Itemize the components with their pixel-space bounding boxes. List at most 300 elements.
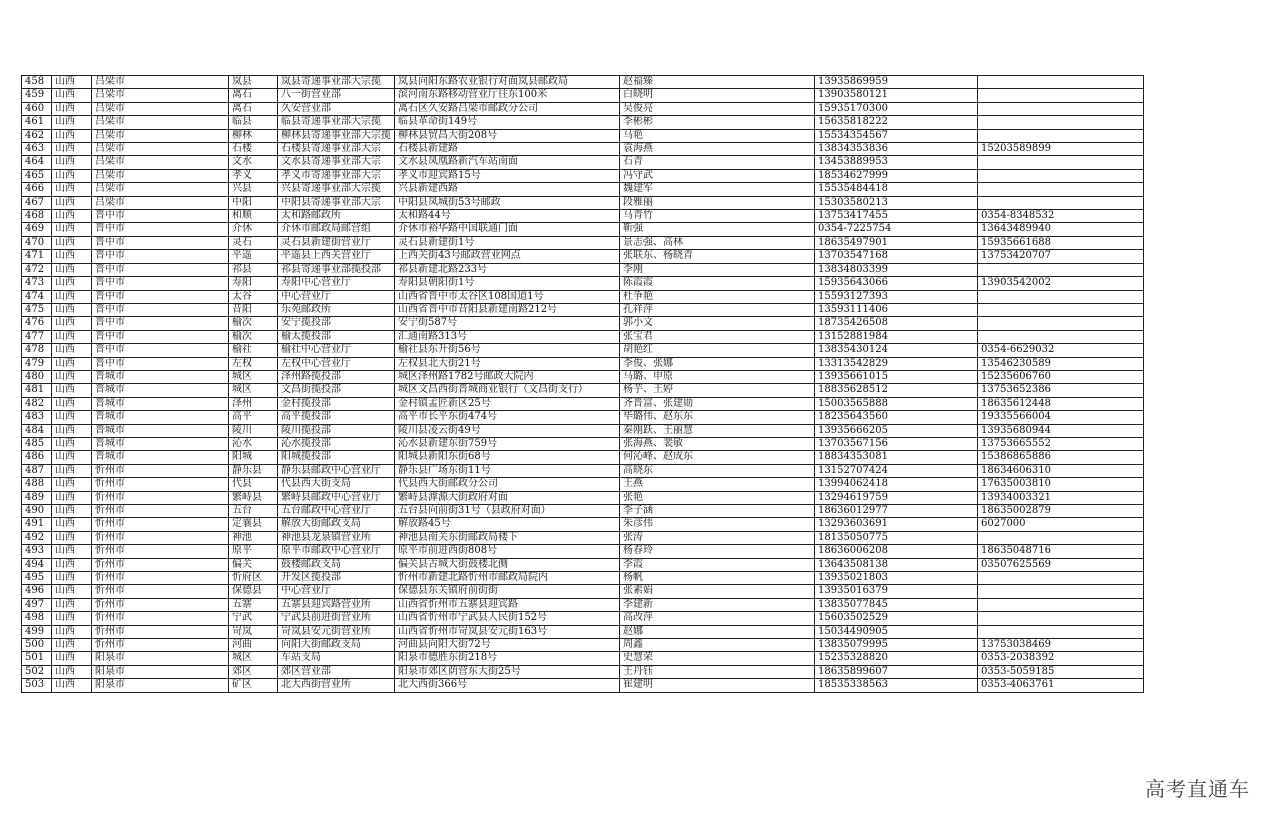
table-cell: 山西省忻州市五寨县迎宾路 (395, 598, 620, 611)
table-cell: 474 (22, 290, 52, 303)
table-cell: 文水县凤凰路新汽车站南面 (395, 156, 620, 169)
table-cell: 0354-6629032 (978, 344, 1144, 357)
table-cell: 山西 (52, 303, 92, 316)
table-cell: 金村镇孟匠新区25号 (395, 397, 620, 410)
table-cell: 秦刚跃、王丽慧 (620, 424, 815, 437)
table-cell: 赵娜 (620, 625, 815, 638)
table-cell (978, 598, 1144, 611)
table-cell: 465 (22, 169, 52, 182)
table-cell: 山西 (52, 478, 92, 491)
table-cell: 阳泉市德胜东街218号 (395, 652, 620, 665)
table-cell: 473 (22, 277, 52, 290)
table-cell: 466 (22, 183, 52, 196)
table-cell: 忻州市 (92, 464, 229, 477)
table-cell: 安宁街587号 (395, 317, 620, 330)
table-cell (978, 102, 1144, 115)
table-row (22, 464, 1144, 477)
table-cell: 山西 (52, 558, 92, 571)
table-cell: 滨河南东路移动营业厅往东100米 (395, 89, 620, 102)
table-cell: 文水 (229, 156, 278, 169)
table-cell: 13994062418 (815, 478, 978, 491)
table-cell: 祁县新建北路233号 (395, 263, 620, 276)
table-cell: 原平市前进西街808号 (395, 545, 620, 558)
table-cell: 张涛 (620, 531, 815, 544)
table-cell: 五台 (229, 505, 278, 518)
table-cell: 榆太揽投部 (278, 330, 395, 343)
table-cell: 485 (22, 437, 52, 450)
table-cell: 李刚 (620, 263, 815, 276)
table-row (22, 156, 1144, 169)
table-cell: 马璐、申原 (620, 370, 815, 383)
table-cell: 晋城市 (92, 437, 229, 450)
table-cell: 山西 (52, 585, 92, 598)
table-cell: 宁武 (229, 612, 278, 625)
table-cell: 兴县寄递事业部大宗揽 (278, 183, 395, 196)
table-cell: 八一街营业部 (278, 89, 395, 102)
table-cell: 五寨县迎宾路营业所 (278, 598, 395, 611)
table-cell: 山西 (52, 330, 92, 343)
table-cell: 吕梁市 (92, 129, 229, 142)
table-cell: 山西 (52, 464, 92, 477)
table-cell: 陵川县凌云街49号 (395, 424, 620, 437)
table-cell (978, 317, 1144, 330)
table-row (22, 545, 1144, 558)
table-cell: 18735426508 (815, 317, 978, 330)
table-cell: 487 (22, 464, 52, 477)
table-cell: 忻州市 (92, 585, 229, 598)
table-cell: 15235606760 (978, 370, 1144, 383)
table-cell: 494 (22, 558, 52, 571)
table-cell: 李俊、张娜 (620, 357, 815, 370)
table-row (22, 210, 1144, 223)
table-cell: 张宝君 (620, 330, 815, 343)
table-cell: 忻州市 (92, 558, 229, 571)
table-cell: 吕梁市 (92, 196, 229, 209)
table-row (22, 665, 1144, 678)
table-cell: 离石 (229, 89, 278, 102)
table-cell: 兴县 (229, 183, 278, 196)
table-cell: 13835077845 (815, 598, 978, 611)
table-cell: 忻州市新建北路忻州市邮政局院内 (395, 572, 620, 585)
table-cell: 15935170300 (815, 102, 978, 115)
table-cell: 13834353836 (815, 143, 978, 156)
table-cell: 18636006208 (815, 545, 978, 558)
table-cell: 18135050775 (815, 531, 978, 544)
table-cell (978, 585, 1144, 598)
table-row (22, 531, 1144, 544)
table-row (22, 89, 1144, 102)
table-cell: 阳泉市 (92, 679, 229, 692)
table-cell: 晋中市 (92, 303, 229, 316)
table-cell: 晋中市 (92, 250, 229, 263)
table-row (22, 317, 1144, 330)
table-cell: 景志强、高林 (620, 236, 815, 249)
table-cell (978, 612, 1144, 625)
table-row (22, 143, 1144, 156)
table-cell: 山西 (52, 437, 92, 450)
table-cell: 中心营业厅 (278, 585, 395, 598)
table-cell: 河曲县向阳大街72号 (395, 639, 620, 652)
table-cell: 矿区 (229, 679, 278, 692)
table-cell: 503 (22, 679, 52, 692)
table-cell: 泽州路揽投部 (278, 370, 395, 383)
table-cell: 鼓楼邮政支局 (278, 558, 395, 571)
table-cell: 孝义市寄递事业部大宗 (278, 169, 395, 182)
table-cell: 忻州市 (92, 639, 229, 652)
table-cell: 481 (22, 384, 52, 397)
table-cell: 0354-7225754 (815, 223, 978, 236)
table-cell: 500 (22, 639, 52, 652)
table-cell: 五台县向前街31号（县政府对面） (395, 505, 620, 518)
table-cell: 介休 (229, 223, 278, 236)
table-cell: 15235328820 (815, 652, 978, 665)
table-row (22, 330, 1144, 343)
table-cell: 城区 (229, 370, 278, 383)
table-cell: 吕梁市 (92, 116, 229, 129)
table-cell: 寿阳中心营业厅 (278, 277, 395, 290)
table-cell: 张联东、杨晓青 (620, 250, 815, 263)
table-cell: 山西 (52, 116, 92, 129)
table-cell: 13703567156 (815, 437, 978, 450)
table-cell: 471 (22, 250, 52, 263)
table-cell: 齐晋富、张建勋 (620, 397, 815, 410)
table-cell: 山西 (52, 102, 92, 115)
table-cell: 15303580213 (815, 196, 978, 209)
table-cell: 0353-5059185 (978, 665, 1144, 678)
table-cell: 杨帆 (620, 572, 815, 585)
table-cell: 6027000 (978, 518, 1144, 531)
table-cell: 兴县新建西路 (395, 183, 620, 196)
table-cell: 史慧荣 (620, 652, 815, 665)
table-cell: 北大西街366号 (395, 679, 620, 692)
table-cell: 榆次 (229, 317, 278, 330)
table-cell: 山西 (52, 572, 92, 585)
table-cell: 18636012977 (815, 505, 978, 518)
table-cell: 13152707424 (815, 464, 978, 477)
table-cell: 15593127393 (815, 290, 978, 303)
table-cell: 晋城市 (92, 370, 229, 383)
table-cell (978, 625, 1144, 638)
table-cell: 18635048716 (978, 545, 1144, 558)
table-cell: 安宁揽投部 (278, 317, 395, 330)
table-cell: 忻州市 (92, 612, 229, 625)
table-row (22, 76, 1144, 89)
table-row (22, 357, 1144, 370)
table-cell: 吕梁市 (92, 156, 229, 169)
table-cell: 吕梁市 (92, 102, 229, 115)
table-cell (978, 290, 1144, 303)
table-cell: 久安营业部 (278, 102, 395, 115)
table-cell: 山西 (52, 236, 92, 249)
table-cell: 神池 (229, 531, 278, 544)
table-cell: 486 (22, 451, 52, 464)
table-cell: 488 (22, 478, 52, 491)
table-cell: 冯守武 (620, 169, 815, 182)
table-cell: 476 (22, 317, 52, 330)
table-cell: 高平 (229, 411, 278, 424)
table-cell: 赵福臻 (620, 76, 815, 89)
table-cell: 岢岚 (229, 625, 278, 638)
table-cell: 崔建明 (620, 679, 815, 692)
table-cell: 沁水 (229, 437, 278, 450)
table-cell: 13753420707 (978, 250, 1144, 263)
table-cell: 山西 (52, 545, 92, 558)
table-cell: 晋中市 (92, 236, 229, 249)
table-cell: 王丹钰 (620, 665, 815, 678)
table-cell: 马艳 (620, 129, 815, 142)
table-row (22, 652, 1144, 665)
table-cell: 13903542002 (978, 277, 1144, 290)
table-row (22, 277, 1144, 290)
table-cell: 原平 (229, 545, 278, 558)
table-cell: 13903580121 (815, 89, 978, 102)
table-cell: 13313542829 (815, 357, 978, 370)
table-cell: 495 (22, 572, 52, 585)
table-cell: 孝义 (229, 169, 278, 182)
table-cell: 高晓东 (620, 464, 815, 477)
table-cell: 周鑫 (620, 639, 815, 652)
table-cell: 柳林县贸昌大街208号 (395, 129, 620, 142)
table-cell: 五寨 (229, 598, 278, 611)
table-cell: 469 (22, 223, 52, 236)
table-cell: 13835079995 (815, 639, 978, 652)
table-cell: 北大西街营业所 (278, 679, 395, 692)
table-row (22, 344, 1144, 357)
table-cell: 山西 (52, 250, 92, 263)
table-cell: 晋中市 (92, 263, 229, 276)
table-cell: 保德县 (229, 585, 278, 598)
table-row (22, 639, 1144, 652)
table-cell: 城区 (229, 384, 278, 397)
table-row (22, 505, 1144, 518)
table-cell: 502 (22, 665, 52, 678)
table-cell: 山西 (52, 223, 92, 236)
table-row (22, 572, 1144, 585)
table-cell: 忻州市 (92, 491, 229, 504)
table-cell: 忻州市 (92, 572, 229, 585)
table-cell: 18835628512 (815, 384, 978, 397)
table-cell: 榆社 (229, 344, 278, 357)
table-cell: 晋中市 (92, 330, 229, 343)
table-cell: 475 (22, 303, 52, 316)
table-cell: 山西 (52, 531, 92, 544)
table-cell: 忻州市 (92, 545, 229, 558)
table-cell: 山西 (52, 518, 92, 531)
table-cell: 464 (22, 156, 52, 169)
table-cell: 汇通南路313号 (395, 330, 620, 343)
table-cell: 460 (22, 102, 52, 115)
table-cell: 车站支局 (278, 652, 395, 665)
table-cell: 472 (22, 263, 52, 276)
table-cell: 15603502529 (815, 612, 978, 625)
table-cell: 忻州市 (92, 531, 229, 544)
table-cell: 张素娟 (620, 585, 815, 598)
table-cell: 李彬彬 (620, 116, 815, 129)
table-row (22, 451, 1144, 464)
table-cell: 静乐县 (229, 464, 278, 477)
table-cell: 山西 (52, 397, 92, 410)
table-cell: 山西 (52, 183, 92, 196)
table-cell: 沁水揽投部 (278, 437, 395, 450)
table-cell: 18535338563 (815, 679, 978, 692)
table-cell: 阳泉市 (92, 665, 229, 678)
table-cell: 岚县向阳东路农业银行对面岚县邮政局 (395, 76, 620, 89)
table-cell: 13753417455 (815, 210, 978, 223)
table-row (22, 598, 1144, 611)
table-cell: 491 (22, 518, 52, 531)
table-cell: 神池县南关东街邮政局楼下 (395, 531, 620, 544)
table-cell: 石楼 (229, 143, 278, 156)
table-cell: 0354-8348532 (978, 210, 1144, 223)
table-cell: 高平揽投部 (278, 411, 395, 424)
table-cell: 496 (22, 585, 52, 598)
table-cell: 晋城市 (92, 424, 229, 437)
table-cell: 山西 (52, 317, 92, 330)
table-cell (978, 572, 1144, 585)
table-cell: 忻州市 (92, 598, 229, 611)
table-cell: 何沁峰、赵成东 (620, 451, 815, 464)
table-row (22, 491, 1144, 504)
watermark-text: 高考直通车 (1145, 777, 1250, 801)
table-cell: 山西 (52, 89, 92, 102)
table-cell: 461 (22, 116, 52, 129)
table-cell (978, 129, 1144, 142)
table-body (22, 76, 1144, 693)
table-cell: 15535484418 (815, 183, 978, 196)
table-cell: 城区泽州路1782号邮政大院内 (395, 370, 620, 383)
table-cell: 泽州 (229, 397, 278, 410)
table-row (22, 236, 1144, 249)
table-cell: 459 (22, 89, 52, 102)
table-cell: 晋城市 (92, 397, 229, 410)
table-cell: 阳泉市郊区荫营东大街25号 (395, 665, 620, 678)
table-cell: 吕梁市 (92, 76, 229, 89)
table-row (22, 478, 1144, 491)
table-cell: 490 (22, 505, 52, 518)
table-cell: 吕梁市 (92, 143, 229, 156)
table-cell: 13935869959 (815, 76, 978, 89)
table-cell: 山西 (52, 384, 92, 397)
table-row (22, 223, 1144, 236)
table-cell: 中心营业厅 (278, 290, 395, 303)
table-cell: 17635003810 (978, 478, 1144, 491)
table-cell: 金村揽投部 (278, 397, 395, 410)
table-cell: 神池县龙泉镇营业所 (278, 531, 395, 544)
table-cell: 柳林 (229, 129, 278, 142)
table-cell: 灵石县新建街1号 (395, 236, 620, 249)
table-cell: 祁县 (229, 263, 278, 276)
table-cell: 山西 (52, 277, 92, 290)
table-cell: 18635899607 (815, 665, 978, 678)
table-cell: 山西 (52, 196, 92, 209)
table-cell: 榆次 (229, 330, 278, 343)
table-cell: 晋城市 (92, 451, 229, 464)
table-cell: 李霞 (620, 558, 815, 571)
table-cell: 寿阳县朝阳街1号 (395, 277, 620, 290)
table-cell (978, 169, 1144, 182)
table-cell: 山西 (52, 156, 92, 169)
table-cell: 13152881984 (815, 330, 978, 343)
table-cell: 柳林县寄递事业部大宗揽 (278, 129, 395, 142)
table-cell: 晋城市 (92, 384, 229, 397)
table-cell: 山西 (52, 169, 92, 182)
table-cell: 昔阳 (229, 303, 278, 316)
table-row (22, 384, 1144, 397)
table-cell: 阳城 (229, 451, 278, 464)
table-cell: 吕梁市 (92, 169, 229, 182)
table-cell: 临县寄递事业部大宗揽 (278, 116, 395, 129)
table-row (22, 585, 1144, 598)
table-cell: 陈霞霞 (620, 277, 815, 290)
table-cell: 山西 (52, 505, 92, 518)
table-cell: 13835430124 (815, 344, 978, 357)
table-cell: 代县西大街邮政分公司 (395, 478, 620, 491)
table-cell: 乐苑邮政所 (278, 303, 395, 316)
table-cell: 河曲 (229, 639, 278, 652)
table-cell: 马青竹 (620, 210, 815, 223)
table-cell: 定襄县 (229, 518, 278, 531)
table-cell: 晋中市 (92, 290, 229, 303)
table-cell: 太和路邮政所 (278, 210, 395, 223)
table-cell: 山西 (52, 370, 92, 383)
table-cell: 静乐县广场东街11号 (395, 464, 620, 477)
table-cell: 忻府区 (229, 572, 278, 585)
table-cell: 484 (22, 424, 52, 437)
table-row (22, 397, 1144, 410)
table-row (22, 612, 1144, 625)
table-row (22, 518, 1144, 531)
table-cell: 岚县寄递事业部大宗揽 (278, 76, 395, 89)
table-row (22, 437, 1144, 450)
table-cell (978, 531, 1144, 544)
table-row (22, 116, 1144, 129)
table-row (22, 263, 1144, 276)
table-cell: 高平市长平东街474号 (395, 411, 620, 424)
table-cell: 山西 (52, 491, 92, 504)
table-cell: 阳城县新阳东街68号 (395, 451, 620, 464)
table-cell: 郊区 (229, 665, 278, 678)
table-cell: 解放大街邮政支局 (278, 518, 395, 531)
table-cell: 繁峙县滹源大街政府对面 (395, 491, 620, 504)
table-cell: 王燕 (620, 478, 815, 491)
table-cell: 繁峙县 (229, 491, 278, 504)
table-row (22, 290, 1144, 303)
table-cell: 左权 (229, 357, 278, 370)
table-cell: 19335566004 (978, 411, 1144, 424)
table-cell: 五台邮政中心营业厅 (278, 505, 395, 518)
table-cell: 15034490905 (815, 625, 978, 638)
table-cell: 山西 (52, 679, 92, 692)
table-cell: 晋城市 (92, 411, 229, 424)
table-cell: 13703547168 (815, 250, 978, 263)
table-cell: 0353-4063761 (978, 679, 1144, 692)
table-cell: 偏关 (229, 558, 278, 571)
table-cell: 山西 (52, 210, 92, 223)
table-cell: 宁武县前进街营业所 (278, 612, 395, 625)
table-cell: 山西 (52, 344, 92, 357)
table-cell: 477 (22, 330, 52, 343)
table-cell: 山西 (52, 451, 92, 464)
table-cell: 478 (22, 344, 52, 357)
table-cell: 晋中市 (92, 317, 229, 330)
table-cell: 山西 (52, 598, 92, 611)
table-cell: 山西 (52, 652, 92, 665)
table-row (22, 625, 1144, 638)
table-cell: 463 (22, 143, 52, 156)
table-cell: 山西 (52, 129, 92, 142)
table-cell: 石青 (620, 156, 815, 169)
table-cell: 山西省忻州市岢岚县安元街163号 (395, 625, 620, 638)
